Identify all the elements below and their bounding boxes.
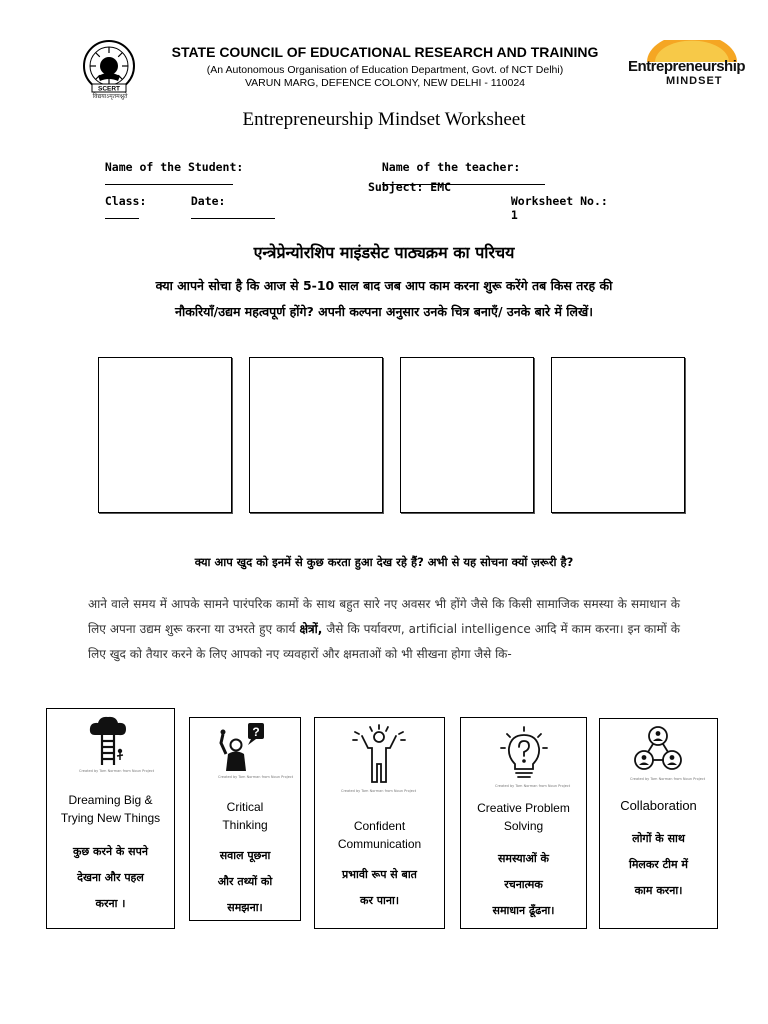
icon-credit: Created by Tom Norman from Noun Project xyxy=(341,789,417,793)
card-desc-line: समझना। xyxy=(227,901,263,914)
card-desc-line: रचनात्मक xyxy=(504,878,543,891)
scert-logo-text: SCERT xyxy=(97,85,121,93)
card-description xyxy=(315,862,444,914)
card-title-line: Communication xyxy=(337,837,422,851)
question1-line2: नौकरियाँ/उद्यम महत्वपूर्ण होंगे? अपनी कल्पना अनुसार उनके चित्र बनाएँ/ उनके बारे में लिखें। xyxy=(175,304,593,319)
org-subtitle: (An Autonomous Organisation of Education Department, Govt. of NCT Delhi) xyxy=(206,64,564,76)
card-title-line: Confident xyxy=(353,819,406,833)
skill-card-confident-communication xyxy=(314,717,445,929)
card-desc-line: कर पाना। xyxy=(360,894,399,907)
worksheet-number-label: Worksheet No.: xyxy=(510,194,608,208)
card-title-line: Collaboration xyxy=(620,798,697,813)
worksheet-number xyxy=(497,180,608,222)
card-title-line: Trying New Things xyxy=(60,811,161,825)
collaboration-people-icon xyxy=(632,725,684,775)
intro-paragraph xyxy=(88,592,680,667)
worksheet-number-value: 1 xyxy=(510,208,518,222)
card-title-line: Dreaming Big & xyxy=(68,793,153,807)
question2: क्या आप खुद को इनमें से कुछ करता हुआ देख रहे हैं? अभी से यह सोचना क्यों ज़रूरी है? xyxy=(194,555,574,569)
class-field[interactable] xyxy=(91,180,146,222)
card-title-line: Critical xyxy=(226,800,264,814)
lightbulb-question-icon xyxy=(499,726,549,782)
card-title xyxy=(600,797,717,815)
card-title-line: Creative Problem xyxy=(477,801,570,815)
svg-text:?: ? xyxy=(252,725,260,739)
skill-card-creative-problem-solving xyxy=(460,717,587,929)
card-title xyxy=(461,799,586,835)
icon-credit: Created by Tom Norman from Noun Project xyxy=(495,784,571,788)
em-logo-line1: Entrepreneurship xyxy=(628,58,746,75)
drawing-box-3[interactable] xyxy=(400,357,534,513)
teacher-name-label: Name of the teacher: xyxy=(381,160,521,174)
date-field[interactable] xyxy=(177,180,275,222)
skill-card-collaboration xyxy=(599,718,718,929)
card-title xyxy=(190,798,300,834)
card-desc-line: और तथ्यों को xyxy=(217,875,273,888)
card-title-line: Thinking xyxy=(222,818,268,832)
icon-credit: Created by Tom Norman from Noun Project xyxy=(630,777,706,781)
drawing-box-1[interactable] xyxy=(98,357,232,513)
drawing-box-2[interactable] xyxy=(249,357,383,513)
paragraph-part2: जैसे कि पर्यावरण, artificial intelligence आदि में काम करना। इन कामों के लिए खुद को तैयार करने के लिए आपको नए व्यवहारों और क्षमताओं को भी सीखना होगा जैसे कि- xyxy=(88,622,680,661)
confident-person-icon xyxy=(350,724,408,786)
class-label: Class: xyxy=(104,194,147,208)
thinking-person-icon xyxy=(218,721,274,773)
scert-tagline: विद्ययाऽमृतमश्नुते xyxy=(92,93,128,100)
card-desc-line: लोगों के साथ xyxy=(632,832,685,845)
card-description xyxy=(47,839,174,917)
card-title xyxy=(47,791,174,827)
drawing-box-4[interactable] xyxy=(551,357,685,513)
card-desc-line: समस्याओं के xyxy=(497,852,550,865)
card-desc-line: काम करना। xyxy=(634,884,683,897)
skill-card-critical-thinking xyxy=(189,717,301,921)
worksheet-title: Entrepreneurship Mindset Worksheet xyxy=(242,109,526,130)
skill-card-dreaming-big xyxy=(46,708,175,929)
question1-line1: क्या आपने सोचा है कि आज से 5-10 साल बाद जब आप काम करना शुरू करेंगे तब किस तरह की xyxy=(155,278,613,293)
org-title: STATE COUNCIL OF EDUCATIONAL RESEARCH AND TRAINING xyxy=(171,44,599,60)
card-title xyxy=(315,817,444,853)
card-desc-line: समाधान ढूँढना। xyxy=(492,904,555,917)
card-desc-line: कुछ करने के सपने xyxy=(73,845,148,858)
paragraph-bold: क्षेत्रों, xyxy=(299,622,323,636)
card-description xyxy=(600,826,717,904)
card-desc-line: देखना और पहल xyxy=(77,871,144,884)
date-label: Date: xyxy=(190,194,226,208)
card-description xyxy=(190,843,300,921)
student-name-label: Name of the Student: xyxy=(104,160,244,174)
card-description xyxy=(461,846,586,924)
em-logo-line2: MINDSET xyxy=(666,75,723,87)
card-desc-line: करना । xyxy=(95,897,126,910)
icon-credit: Created by Tom Norman from Noun Project xyxy=(218,775,294,779)
paragraph-part1: आने वाले समय में आपके सामने पारंपरिक कामों के साथ बहुत सारे नए अवसर भी होंगे जैसे कि किसी सामाजिक समस्या के समाधान के लिए अपना उद्यम शुरू करना या उभरते हुए कार्य xyxy=(88,597,680,636)
org-address: VARUN MARG, DEFENCE COLONY, NEW DELHI - 110024 xyxy=(244,77,526,89)
icon-credit: Created by Tom Norman from Noun Project xyxy=(79,769,155,773)
subject-label: Subject: EMC xyxy=(368,180,452,194)
card-desc-line: मिलकर टीम में xyxy=(628,858,689,871)
class-blank[interactable] xyxy=(105,208,139,219)
date-blank[interactable] xyxy=(191,208,275,219)
section-heading: एन्त्रेप्रेन्योरशिप माइंडसेट पाठ्यक्रम का परिचय xyxy=(253,243,515,262)
card-title-line: Solving xyxy=(503,819,544,833)
dream-ladder-icon xyxy=(87,715,129,767)
card-desc-line: प्रभावी रूप से बात xyxy=(342,868,417,881)
card-desc-line: सवाल पूछना xyxy=(219,849,271,862)
